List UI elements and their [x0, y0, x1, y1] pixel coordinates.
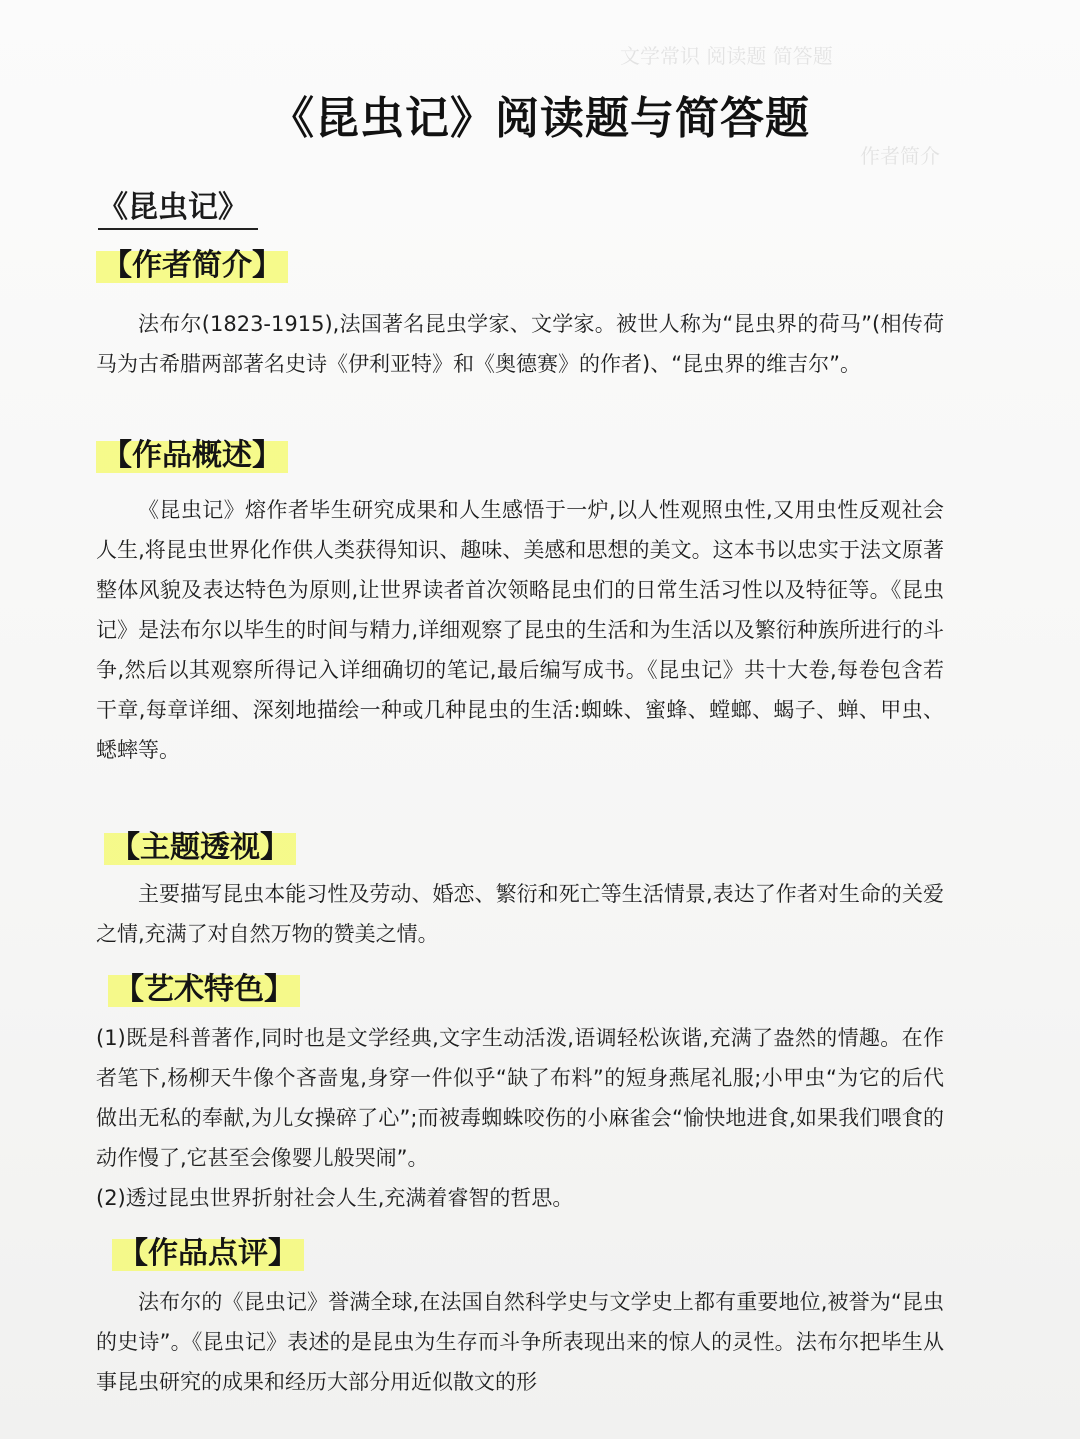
- section-heading-overview: 【作品概述】: [96, 436, 288, 476]
- overview-paragraph: 《昆虫记》熔作者毕生研究成果和人生感悟于一炉,以人性观照虫性,又用虫性反观社会人生,将昆虫世界化作供人类获得知识、趣味、美感和思想的美文。这本书以忠实于法文原著整体风貌及表达特色为原则,让世界读者首次领略昆虫们的日常生活习性以及特征等。《昆虫记》是法布尔以毕生的时间与精力,详细观察了昆虫的生活和为生活以及繁衍种族所进行的斗争,然后以其观察所得记入详细确切的笔记,最后编写成书。《昆虫记》共十大卷,每卷包含若干章,每章详细、深刻地描绘一种或几种昆虫的生活:蜘蛛、蜜蜂、螳螂、蝎子、蝉、甲虫、蟋蟀等。: [96, 498, 944, 762]
- review-paragraph: 法布尔的《昆虫记》誉满全球,在法国自然科学史与文学史上都有重要地位,被誉为“昆虫的史诗”。《昆虫记》表述的是昆虫为生存而斗争所表现出来的惊人的灵性。法布尔把毕生从事昆虫研究的成果和经历大部分用近似散文的形: [96, 1290, 944, 1394]
- art-point-2: (2)透过昆虫世界折射社会人生,充满着睿智的哲思。: [96, 1186, 574, 1210]
- art-point-1: (1)既是科普著作,同时也是文学经典,文字生动活泼,语调轻松诙谐,充满了盎然的情趣。在作者笔下,杨柳天牛像个吝啬鬼,身穿一件似乎“缺了布料”的短身燕尾礼服;小甲虫“为它的后代做出无私的奉献,为儿女操碎了心”;而被毒蜘蛛咬伤的小麻雀会“愉快地进食,如果我们喂食的动作慢了,它甚至会像婴儿般哭闹”。: [96, 1026, 944, 1170]
- section-heading-author: 【作者简介】: [96, 246, 288, 286]
- theme-paragraph: 主要描写昆虫本能习性及劳动、婚恋、繁衍和死亡等生活情景,表达了作者对生命的关爱之情,充满了对自然万物的赞美之情。: [96, 882, 944, 946]
- author-paragraph: 法布尔(1823-1915),法国著名昆虫学家、文学家。被世人称为“昆虫界的荷马”(相传荷马为古希腊两部著名史诗《伊利亚特》和《奥德赛》的作者)、“昆虫界的维吉尔”。: [96, 312, 944, 376]
- page-title: 《昆虫记》阅读题与简答题: [270, 93, 810, 144]
- bleed-through-text: 文学常识 阅读题 简答题: [620, 44, 833, 68]
- bleed-through-text: 作者简介: [860, 144, 940, 168]
- section-heading-review: 【作品点评】: [112, 1234, 304, 1274]
- book-heading: 《昆虫记》: [98, 182, 258, 230]
- section-heading-art: 【艺术特色】: [108, 970, 300, 1010]
- section-heading-theme: 【主题透视】: [104, 828, 296, 868]
